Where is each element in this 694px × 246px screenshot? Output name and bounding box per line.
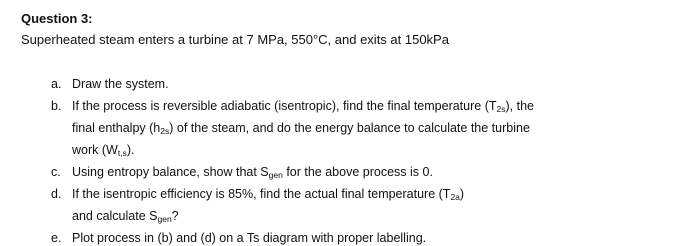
part-marker: c. — [51, 165, 61, 179]
question-title: Question 3: — [21, 11, 93, 26]
subscript: gen — [157, 214, 172, 224]
text-segment: and calculate S — [72, 209, 158, 223]
text-segment: Draw the system. — [72, 77, 169, 91]
subscript: gen — [268, 170, 283, 180]
question-part — [0, 183, 694, 227]
part-marker: a. — [51, 77, 62, 91]
subscript: t,s — [117, 148, 127, 158]
text-segment: If the process is reversible adiabatic (isentropic), find the final temperature (T — [72, 99, 497, 113]
text-segment: ). — [126, 143, 135, 157]
question-part — [0, 227, 694, 246]
part-text-line — [72, 139, 134, 161]
text-segment: work (W — [72, 143, 118, 157]
part-text-line — [72, 73, 169, 95]
text-segment: ), the — [505, 99, 534, 113]
part-text-line — [72, 227, 426, 246]
part-marker: d. — [51, 187, 62, 201]
question-intro: Superheated steam enters a turbine at 7 MPa, 550°C, and exits at 150kPa — [21, 32, 449, 47]
part-marker: b. — [51, 99, 62, 113]
part-text-line — [72, 205, 179, 227]
text-segment: for the above process is 0. — [282, 165, 433, 179]
text-segment: Plot process in (b) and (d) on a Ts diagram with proper labelling. — [72, 231, 427, 245]
part-text-line — [72, 95, 534, 117]
subscript: 2s — [496, 104, 506, 114]
part-text-line — [72, 161, 433, 183]
question-part — [0, 161, 694, 183]
part-text-line — [72, 183, 464, 205]
subscript: 2a — [450, 192, 460, 202]
text-segment: ) of the steam, and do the energy balance to calculate the turbine — [169, 121, 530, 135]
text-segment: If the isentropic efficiency is 85%, find the actual final temperature (T — [72, 187, 451, 201]
part-text-line — [72, 117, 530, 139]
text-segment: final enthalpy (h — [72, 121, 161, 135]
text-segment: ) — [459, 187, 465, 201]
text-segment: Using entropy balance, show that S — [72, 165, 269, 179]
part-marker: e. — [51, 231, 62, 245]
subscript: 2s — [160, 126, 170, 136]
text-segment: ? — [171, 209, 179, 223]
question-part — [0, 95, 694, 161]
question-part — [0, 73, 694, 95]
